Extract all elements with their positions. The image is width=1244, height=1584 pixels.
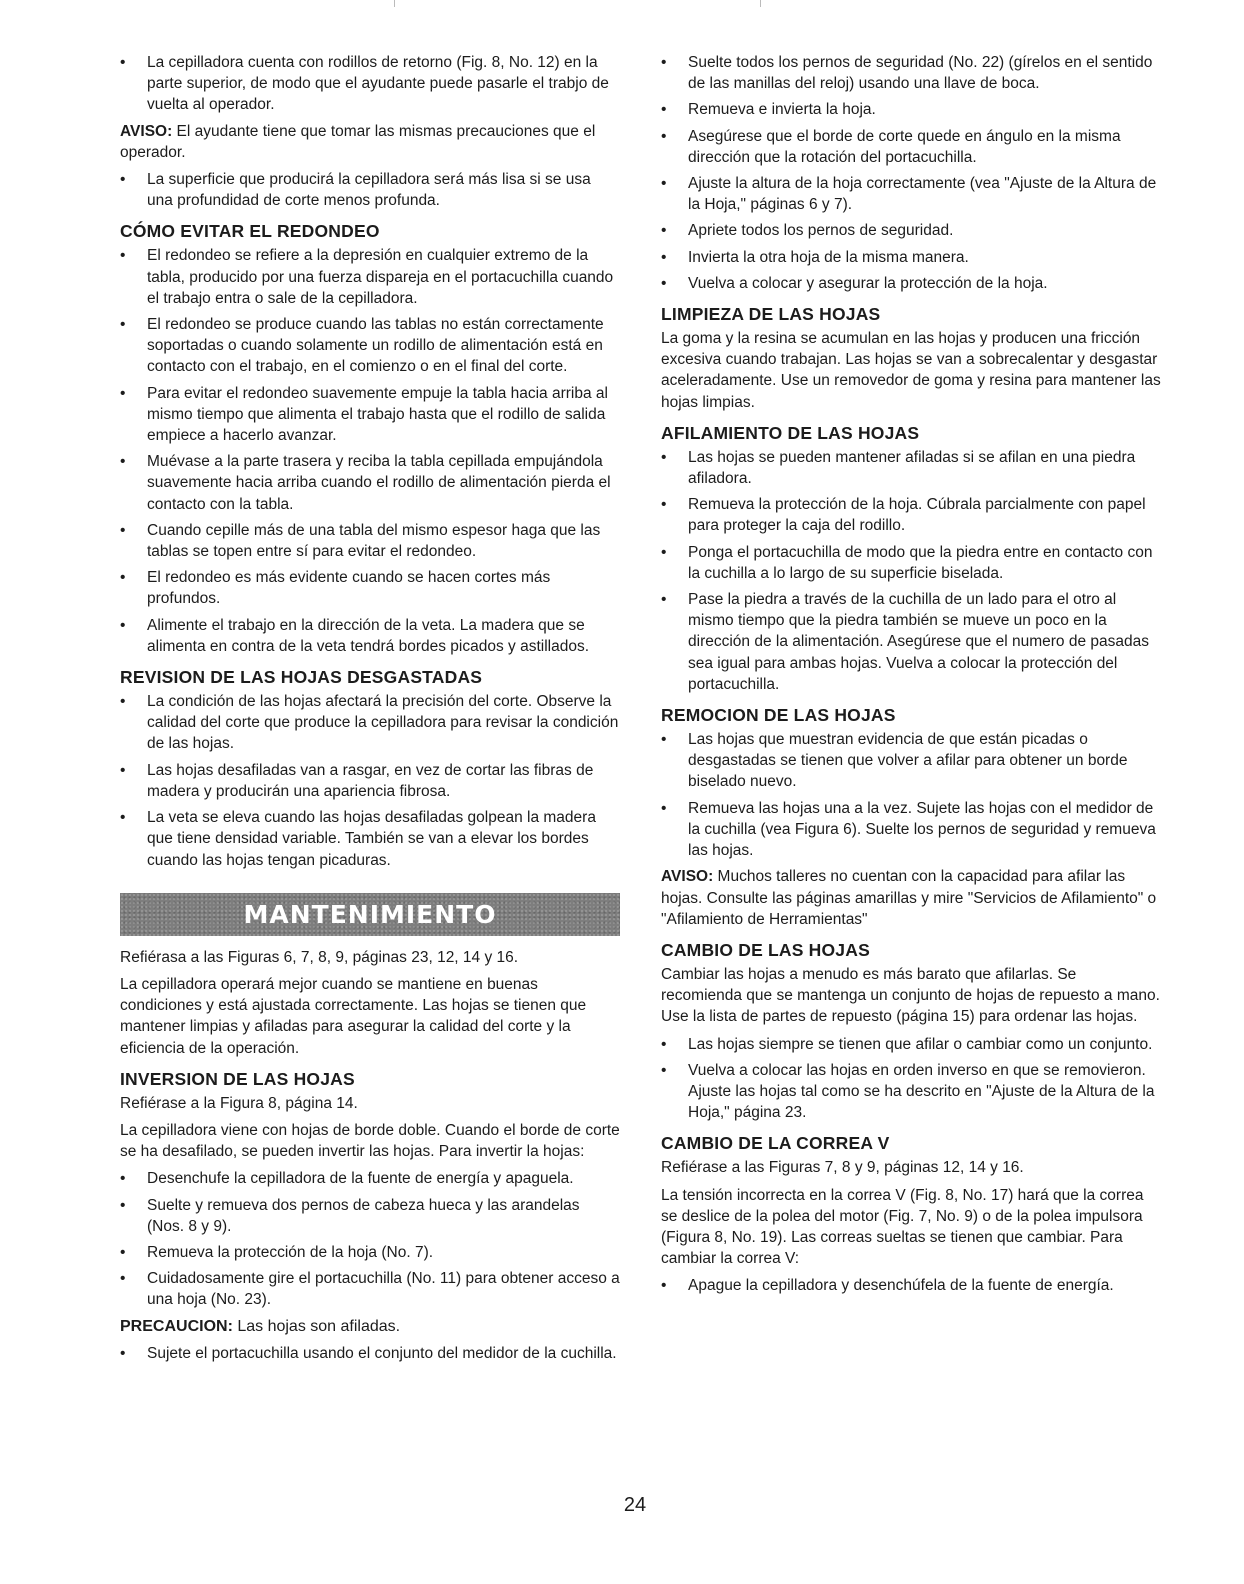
bullet-list-revision xyxy=(120,691,620,871)
bullet-list xyxy=(120,1343,620,1364)
aviso-text: El ayudante tiene que tomar las mismas precauciones que el operador. xyxy=(120,122,596,161)
body-paragraph: La cepilladora operará mejor cuando se mantiene en buenas condiciones y está ajustada correctamente. Las hojas se tienen que mantener limpias y afiladas para asegurar la calidad del corte y la eficiencia de la operación. xyxy=(120,975,587,1057)
aviso-label: AVISO: xyxy=(661,868,714,886)
section-heading-remocion: REMOCION DE LAS HOJAS xyxy=(661,705,896,726)
page-number: 24 xyxy=(623,1494,647,1516)
list-item: • Muévase a la parte trasera y reciba la tabla cepillada empujándola suavemente hacia arriba cuando el rodillo de alimentación pierda el contacto con la tabla. xyxy=(120,451,620,515)
list-item: • Suelte y remueva dos pernos de cabeza hueca y las arandelas (Nos. 8 y 9). xyxy=(120,1195,620,1237)
reference-text: Refiérase a la Figura 8, página 14. xyxy=(120,1094,358,1112)
list-item: • Apriete todos los pernos de seguridad. xyxy=(661,220,1161,241)
list-item: • Cuidadosamente gire el portacuchilla (No. 11) para obtener acceso a una hoja (No. 23). xyxy=(120,1268,620,1310)
body-paragraph: Cambiar las hojas a menudo es más barato que afilarlas. Se recomienda que se mantenga un conjunto de hojas de repuesto a mano. Use la lista de partes de repuesto (página 15) para ordenar las hojas. xyxy=(661,965,1160,1026)
list-item: • Vuelva a colocar las hojas en orden inverso en que se removieron. Ajuste las hojas tal como se ha descrito en "Ajuste de la Altura de la Hoja," página 23. xyxy=(661,1060,1161,1124)
section-heading-revision: REVISION DE LAS HOJAS DESGASTADAS xyxy=(120,667,483,688)
bullet-list-afilamiento xyxy=(661,447,1161,695)
scan-mark-top-left xyxy=(394,0,395,7)
body-paragraph: La cepilladora viene con hojas de borde doble. Cuando el borde de corte se ha desafilado, se pueden invertir las hojas. Para invertir la hojas: xyxy=(120,1121,620,1161)
list-item: • Ponga el portacuchilla de modo que la piedra entre en contacto con la cuchilla a lo largo de su superficie biselada. xyxy=(661,542,1161,584)
right-column xyxy=(661,52,1161,1302)
list-item: • Desenchufe la cepilladora de la fuente de energía y apaguela. xyxy=(120,1168,620,1189)
list-item: • La condición de las hojas afectará la precisión del corte. Observe la calidad del corte que produce la cepilladora para revisar la condición de las hojas. xyxy=(120,691,620,755)
list-item: • Las hojas que muestran evidencia de que están picadas o desgastadas se tienen que volver a afilar para obtener un borde biselado nuevo. xyxy=(661,729,1161,793)
list-item: • La superficie que producirá la cepilladora será más lisa si se usa una profundidad de corte menos profunda. xyxy=(120,169,620,211)
list-item: • Suelte todos los pernos de seguridad (No. 22) (gírelos en el sentido de las manillas del reloj) usando una llave de boca. xyxy=(661,52,1161,94)
precaucion-label: PRECAUCION: xyxy=(120,1317,233,1335)
bullet-list xyxy=(120,52,620,116)
bullet-list xyxy=(120,169,620,211)
list-item: • Cuando cepille más de una tabla del mismo espesor haga que las tablas se topen entre sí para evitar el redondeo. xyxy=(120,520,620,562)
bullet-list-redondeo xyxy=(120,245,620,657)
scan-mark-top-right xyxy=(760,0,761,7)
section-heading-afilamiento: AFILAMIENTO DE LAS HOJAS xyxy=(661,422,920,443)
list-item: • Las hojas se pueden mantener afiladas si se afilan en una piedra afiladora. xyxy=(661,447,1161,489)
list-item: • Vuelva a colocar y asegurar la protección de la hoja. xyxy=(661,273,1161,294)
list-item: • El redondeo se refiere a la depresión en cualquier extremo de la tabla, producido por una fuerza dispareja en el portacuchilla cuando el trabajo entra o sale de la cepilladora. xyxy=(120,245,620,309)
list-item: • La cepilladora cuenta con rodillos de retorno (Fig. 8, No. 12) en la parte superior, de modo que el ayudante puede pasarle el trabjo de vuelta al operador. xyxy=(120,52,620,116)
list-item: • Apague la cepilladora y desenchúfela de la fuente de energía. xyxy=(661,1275,1161,1296)
precaucion-note xyxy=(120,1316,620,1337)
bullet-list-correa xyxy=(661,1275,1161,1296)
list-item: • Alimente el trabajo en la dirección de la veta. La madera que se alimenta en contra de la veta tendrá bordes picados y astillados. xyxy=(120,615,620,657)
list-item: • Remueva las hojas una a la vez. Sujete las hojas con el medidor de la cuchilla (vea Figura 6). Suelte los pernos de seguridad y remueva las hojas. xyxy=(661,798,1161,862)
aviso-label: AVISO: xyxy=(120,122,173,140)
list-item: • Para evitar el redondeo suavemente empuje la tabla hacia arriba al mismo tiempo que alimenta el trabajo hasta que el rodillo de salida empiece a hacerlo avanzar. xyxy=(120,383,620,447)
section-heading-limpieza: LIMPIEZA DE LAS HOJAS xyxy=(661,304,881,325)
list-item: • La veta se eleva cuando las hojas desafiladas golpean la madera que tiene densidad variable. También se van a elevar los bordes cuando las hojas tengan picaduras. xyxy=(120,807,620,871)
list-item: • Invierta la otra hoja de la misma manera. xyxy=(661,247,1161,268)
reference-text: Refiérasa a las Figuras 6, 7, 8, 9, páginas 23, 12, 14 y 16. xyxy=(120,948,519,966)
list-item: • Remueva la protección de la hoja. Cúbrala parcialmente con papel para proteger la caja del rodillo. xyxy=(661,494,1161,536)
body-paragraph: La goma y la resina se acumulan en las hojas y producen una fricción excesiva cuando trabajan. Las hojas se van a sobrecalentar y desgastar aceleradamente. Use un removedor de goma y resina para mantener las hojas limpias. xyxy=(661,330,1161,411)
body-paragraph: La tensión incorrecta en la correa V (Fig. 8, No. 17) hará que la correa se deslice de la polea del motor (Fig. 7, No. 9) o de la polea impulsora (Figura 8, No. 19). Las correas sueltas se tienen que cambiar. Para cambiar la correa V: xyxy=(661,1186,1144,1268)
aviso-text: Muchos talleres no cuentan con la capacidad para afilar las hojas. Consulte las páginas amarillas y mire "Servicios de Afilamiento" o "Afilamiento de Herramientas" xyxy=(661,868,1157,928)
mantenimiento-banner xyxy=(120,893,620,936)
list-item: • Ajuste la altura de la hoja correctamente (vea "Ajuste de la Altura de la Hoja," páginas 6 y 7). xyxy=(661,173,1161,215)
section-heading-cambio-hojas: CAMBIO DE LAS HOJAS xyxy=(661,939,870,960)
banner-title: MANTENIMIENTO xyxy=(243,899,497,929)
left-column xyxy=(120,52,620,1369)
aviso-note xyxy=(120,121,620,163)
bullet-list-inversion xyxy=(120,1168,620,1310)
list-item: • El redondeo se produce cuando las tablas no están correctamente soportadas o cuando solamente un rodillo de alimentación está en contacto con el trabajo, en el comienzo o en el final del corte. xyxy=(120,314,620,378)
list-item: • Asegúrese que el borde de corte quede en ángulo en la misma dirección que la rotación del portacuchilla. xyxy=(661,126,1161,168)
list-item: • Pase la piedra a través de la cuchilla de un lado para el otro al mismo tiempo que la piedra también se mueve un poco en la dirección de la alimentación. Asegúrese que el numero de pasadas sea igual para ambas hojas. Vuelva a colocar la protección del portacuchilla. xyxy=(661,589,1161,695)
list-item: • Remueva la protección de la hoja (No. 7). xyxy=(120,1242,620,1263)
reference-text: Refiérase a las Figuras 7, 8 y 9, páginas 12, 14 y 16. xyxy=(661,1159,1024,1177)
bullet-list-remocion xyxy=(661,729,1161,861)
aviso-note xyxy=(661,866,1161,930)
section-heading-inversion: INVERSION DE LAS HOJAS xyxy=(120,1068,355,1089)
precaucion-text: Las hojas son afiladas. xyxy=(232,1317,401,1335)
list-item: • Las hojas siempre se tienen que afilar o cambiar como un conjunto. xyxy=(661,1034,1161,1055)
section-heading-correa: CAMBIO DE LA CORREA V xyxy=(661,1133,890,1154)
list-item: • El redondeo es más evidente cuando se hacen cortes más profundos. xyxy=(120,567,620,609)
list-item: • Remueva e invierta la hoja. xyxy=(661,99,1161,120)
section-heading-redondeo: CÓMO EVITAR EL REDONDEO xyxy=(120,221,380,242)
bullet-list-cambio-hojas xyxy=(661,1034,1161,1124)
list-item: • Sujete el portacuchilla usando el conjunto del medidor de la cuchilla. xyxy=(120,1343,620,1364)
bullet-list-reversal-steps xyxy=(661,52,1161,294)
list-item: • Las hojas desafiladas van a rasgar, en vez de cortar las fibras de madera y producirán una apariencia fibrosa. xyxy=(120,760,620,802)
